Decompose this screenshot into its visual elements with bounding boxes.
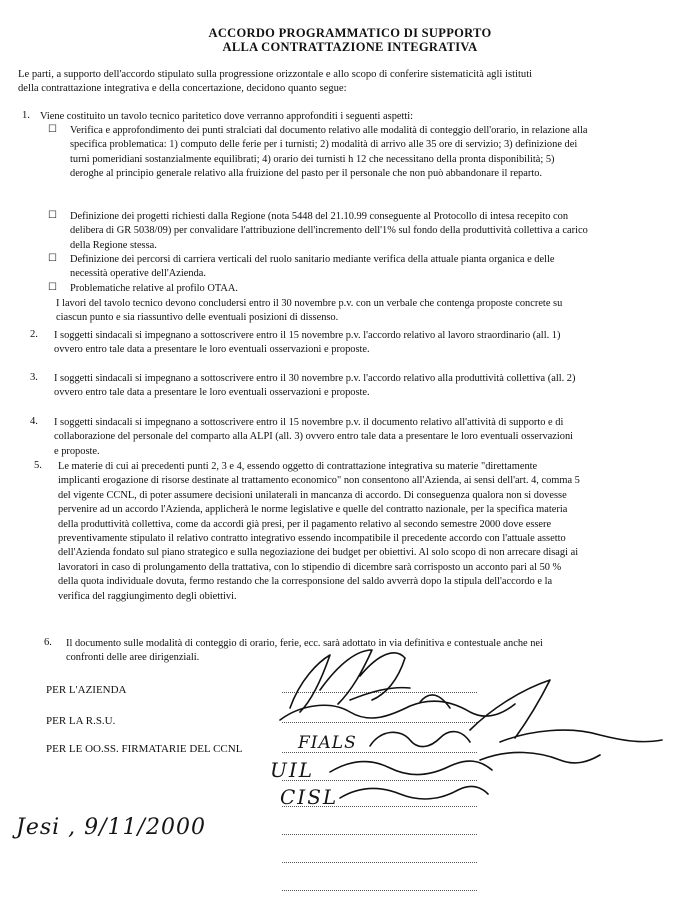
intro-paragraph: Le parti, a supporto dell'accordo stipulato sulla progressione orizzontale e allo scopo di conferire sistematicità agli istituti della contrattazione integrativa e della concertazione, decidono quanto segue: (18, 69, 533, 94)
item-4-text: I soggetti sindacali si impegnano a sottoscrivere entro il 15 novembre p.v. il documento relativo all'attività di supporto e di collaborazione del personale del comparto alla ALPI (all. 3) ovvero entro tale data a presentare le loro eventuali osservazioni e proposte. (54, 417, 574, 457)
item-number: 5. (34, 460, 42, 471)
item-6-text: Il documento sulle modalità di conteggio di orario, ferie, ecc. sarà adottato in via definitiva e contestuale anche nei confronti delle aree dirigenziali. (66, 638, 543, 664)
item-3-text: I soggetti sindacali si impegnano a sottoscrivere entro il 30 novembre p.v. l'accordo relativo alla produttività collettiva (all. 2) ovvero entro tale data a presentare le loro eventuali osservazioni e proposte. (54, 373, 576, 399)
handwritten-union-cisl: CISL (280, 785, 339, 809)
handwritten-union-fials: FIALS (298, 733, 357, 753)
item-1-bullet-3: Definizione dei percorsi di carriera verticali del ruolo sanitario mediante verifica della attuale pianta organica e delle necessità operative dell'Azienda. (70, 254, 555, 280)
bullet-icon: ☐ (48, 124, 57, 135)
item-1-bullet-1: Verifica e approfondimento dei punti stralciati dal documento relativo alle modalità di conteggio dell'orario, in relazione alla specifica problematica: 1) computo delle ferie per i turnisti; 2) modalità di arrivo alle 35 ore di servizio; 3) definizione dei turni pomeridiani sostanzialmente equilibrati; 4) orario dei turnisti h 12 che necessitano della pronta disponibilità; 5) deroghe al principio generale relativo alla fruizione del pasto per il personale che non può abbandonare il reparto. (70, 125, 588, 180)
bullet-icon: ☐ (48, 282, 57, 293)
item-2-text: I soggetti sindacali si impegnano a sottoscrivere entro il 15 novembre p.v. l'accordo relativo al lavoro straordinario (all. 1) ovvero entro tale data a presentare le loro eventuali osservazioni e proposte. (54, 330, 561, 356)
handwritten-union-uil: UIL (270, 758, 315, 782)
item-number: 2. (30, 329, 38, 340)
item-1-bullet-2: Definizione dei progetti richiesti dalla Regione (nota 5448 del 21.10.99 conseguente al Protocollo di intesa recepito con delibera di GR 5038/09) per convalidare l'attribuzione dell'incremento dell'1% sul fondo della produttività collettiva a carico della Regione stessa. (70, 211, 588, 251)
item-1-bullet-4: Problematiche relative al profilo OTAA. (70, 283, 238, 294)
item-1-text: Viene costituito un tavolo tecnico paritetico dove verranno approfonditi i seguenti aspetti: (40, 111, 414, 122)
signature-label-rsu: PER LA R.S.U. (46, 715, 116, 727)
bullet-icon: ☐ (48, 253, 57, 264)
item-1-closing-text: I lavori del tavolo tecnico devono concludersi entro il 30 novembre p.v. con un verbale che contenga proposte concrete su ciascun punto e sia riassuntivo delle eventuali posizioni di dissenso. (56, 298, 563, 324)
item-5-text: Le materie di cui ai precedenti punti 2, 3 e 4, essendo oggetto di contrattazione integrativa su materie "direttamente implicanti erogazione di risorse destinate al trattamento economico" non consentono all'Azienda, ai sensi dell'art. 4, comma 5 del vigente CCNL, di poter assumere decisioni unilaterali in mancanza di accordo. Di conseguenza qualora non si dovesse pervenire ad un accordo l'Azienda, applicherà le norme legislative e quelle del contratto nazionale, per la specifica materia della produttività collettiva, come da accordi già presi, per il pagamento relativo al secondo semestre 2000 dove essere preventivamente stipulato il relativo contratto integrativo essendo incompatibile il precedente accordo con l'attuale assetto dell'Azienda fondato sul piano strategico e sulla negoziazione dei budget per obiettivi. Al solo scopo di non arrecare disagi ai lavoratori in caso di prolungamento della trattativa, con lo stipendio di dicembre sarà corrisposto un acconto pari al 50 % della quota individuale dovuta, fermo restando che la corresponsione del saldo avverrà dopo la stipula dell'accordo e la verifica del raggiungimento degli obiettivi. (58, 461, 580, 602)
item-number: 3. (30, 372, 38, 383)
item-number: 1. (22, 110, 30, 121)
item-number: 6. (44, 637, 52, 648)
document-title-line-1: ACCORDO PROGRAMMATICO DI SUPPORTO (208, 26, 492, 40)
document-title-line-2: ALLA CONTRATTAZIONE INTEGRATIVA (222, 40, 478, 54)
signature-label-azienda: PER L'AZIENDA (46, 684, 127, 696)
item-number: 4. (30, 416, 38, 427)
signature-label-sindacati: PER LE OO.SS. FIRMATARIE DEL CCNL (46, 743, 243, 755)
bullet-icon: ☐ (48, 210, 57, 221)
handwritten-place-date: Jesi , 9/11/2000 (16, 815, 206, 840)
